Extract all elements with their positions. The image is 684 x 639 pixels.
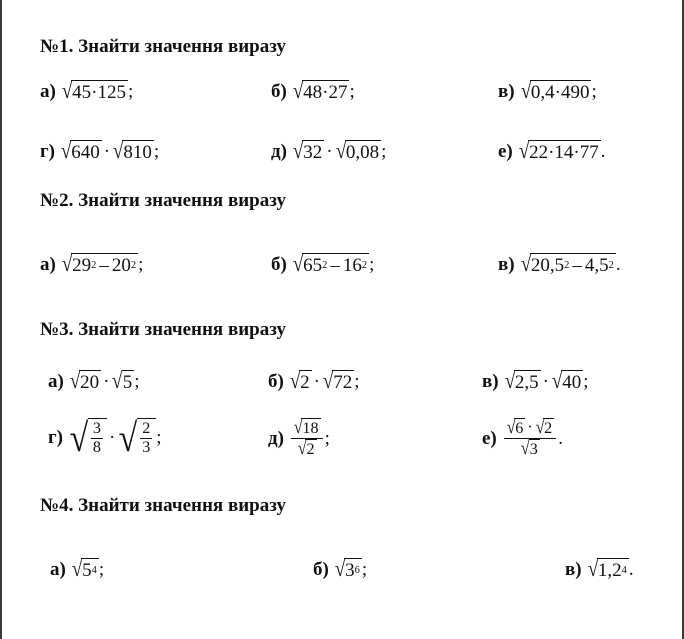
radical-sign: √ — [69, 368, 81, 393]
radical — [61, 253, 138, 277]
radical — [506, 418, 526, 438]
fraction — [140, 420, 152, 457]
task-1v — [498, 80, 597, 104]
punctuation: ; — [349, 81, 355, 102]
punctuation: ; — [127, 81, 134, 102]
punctuation: ; — [583, 371, 589, 392]
base: 5 — [82, 560, 92, 581]
minus-sign: – — [572, 255, 582, 276]
punctuation: . — [628, 559, 634, 580]
radicand: 3 — [529, 441, 538, 458]
radical-sign: √ — [60, 138, 72, 163]
fraction — [91, 420, 103, 457]
radicand: 18 — [302, 420, 319, 437]
radicand: 2 — [300, 372, 310, 393]
task-4a — [50, 558, 104, 582]
radicand: 2,5 — [514, 372, 539, 393]
radical-sign: √ — [293, 417, 303, 438]
radicand: 20 — [80, 372, 100, 393]
task-label: е) — [482, 427, 497, 449]
radical-sign: √ — [297, 438, 307, 459]
punctuation: . — [615, 254, 621, 275]
radical — [69, 370, 101, 394]
task-label: а) — [50, 559, 66, 580]
task-1g — [40, 140, 159, 164]
radicand: 40 — [562, 372, 582, 393]
task-label: а) — [40, 254, 56, 275]
radical — [292, 140, 324, 164]
task-label: г) — [40, 141, 55, 162]
radicand: 810 — [123, 142, 152, 163]
multiply-dot: · — [313, 371, 320, 392]
numerator: 3 — [92, 420, 101, 438]
task-1b — [271, 80, 355, 104]
denominator — [518, 439, 542, 459]
radicand: 2 — [544, 420, 553, 437]
base: 16 — [342, 255, 362, 276]
base: 3 — [345, 560, 355, 581]
task-label: а) — [40, 81, 56, 102]
radical — [518, 140, 601, 164]
punctuation: ; — [156, 426, 162, 448]
base: 65 — [303, 255, 323, 276]
radicand: 29 2 – 20 2 — [72, 255, 137, 276]
radical-sign: √ — [69, 415, 89, 460]
base: 20,5 — [530, 255, 565, 276]
numerator: 2 — [142, 420, 151, 438]
multiply-dot: · — [527, 419, 533, 436]
radical-sign: √ — [334, 556, 346, 581]
radical-sign: √ — [521, 438, 530, 459]
radical — [117, 415, 156, 460]
radicand: 1,2 4 — [597, 560, 627, 581]
task-label: в) — [482, 371, 499, 392]
radical-sign: √ — [504, 368, 515, 393]
radical — [60, 140, 102, 164]
radical-sign: √ — [71, 556, 83, 581]
punctuation: ; — [324, 427, 330, 449]
radical — [520, 80, 592, 104]
radicand: 2 — [306, 441, 315, 458]
task-label: б) — [271, 254, 287, 275]
fraction — [291, 418, 323, 459]
base: 20 — [111, 255, 131, 276]
task-label: в) — [498, 81, 515, 102]
task-3e — [482, 418, 563, 459]
base: 4,5 — [584, 255, 609, 276]
task-3d — [268, 418, 330, 459]
radicand: 65 2 – 16 2 — [303, 255, 368, 276]
radicand: 0,4·490 — [530, 82, 590, 103]
radical — [322, 370, 354, 394]
radicand: 20,5 2 – 4,5 2 — [530, 255, 614, 276]
task-2a — [40, 253, 143, 277]
radical — [292, 80, 350, 104]
section-3-heading: №3. Знайти значення виразу — [40, 319, 286, 340]
radicand: 3 6 — [345, 560, 360, 581]
radical-sign: √ — [292, 78, 304, 103]
radicand: 0,08 — [345, 142, 380, 163]
radical-sign: √ — [113, 138, 124, 163]
base: 1,2 — [597, 560, 622, 581]
punctuation: ; — [354, 371, 360, 392]
task-label: в) — [565, 559, 582, 580]
radical-sign: √ — [289, 368, 301, 393]
task-2b — [271, 253, 374, 277]
task-3v — [482, 370, 589, 394]
radical — [297, 439, 317, 459]
radicand: 640 — [71, 142, 100, 163]
radical — [111, 370, 134, 394]
denominator — [295, 439, 319, 459]
radical-sign: √ — [518, 138, 530, 163]
multiply-dot: · — [326, 141, 333, 162]
radical-sign: √ — [322, 368, 334, 393]
radicand: 5 4 — [82, 560, 97, 581]
radicand: 72 — [333, 372, 353, 393]
section-4-heading: №4. Знайти значення виразу — [40, 495, 286, 516]
punctuation: ; — [361, 559, 368, 580]
task-label: д) — [271, 141, 287, 162]
punctuation: . — [558, 427, 563, 449]
radical — [293, 418, 321, 438]
task-4v — [565, 558, 634, 582]
task-3a — [48, 370, 140, 394]
radicand: 32 — [303, 142, 323, 163]
radical — [112, 140, 154, 164]
punctuation: ; — [381, 141, 387, 162]
radicand: 48·27 — [303, 82, 348, 103]
radical — [504, 370, 541, 394]
radicand: 6 — [515, 420, 524, 437]
radical — [535, 418, 555, 438]
punctuation: ; — [98, 559, 105, 580]
radical-sign: √ — [535, 417, 545, 438]
task-1d — [271, 140, 386, 164]
punctuation: ; — [153, 141, 160, 162]
task-3b — [268, 370, 360, 394]
radical-sign: √ — [587, 556, 598, 581]
punctuation: . — [600, 141, 606, 162]
punctuation: ; — [134, 371, 140, 392]
radical — [292, 253, 369, 277]
radical — [551, 370, 583, 394]
task-3g — [48, 415, 162, 460]
task-label: б) — [271, 81, 287, 102]
radicand — [137, 418, 156, 458]
punctuation: ; — [591, 81, 597, 102]
radical — [71, 558, 99, 582]
minus-sign: – — [99, 255, 109, 276]
radical-sign: √ — [61, 78, 73, 103]
multiply-dot: · — [108, 426, 116, 448]
radicand: 45·125 — [72, 82, 126, 103]
task-2v — [498, 253, 621, 277]
task-label: б) — [268, 371, 284, 392]
radical-sign: √ — [506, 417, 516, 438]
radical-sign: √ — [112, 368, 123, 393]
multiply-dot: · — [542, 371, 549, 392]
task-label: в) — [498, 254, 515, 275]
radical — [61, 80, 128, 104]
radical — [587, 558, 629, 582]
task-label: е) — [498, 141, 513, 162]
radical — [520, 253, 616, 277]
task-4b — [313, 558, 367, 582]
radical — [289, 370, 312, 394]
radical-sign: √ — [335, 138, 346, 163]
task-1a — [40, 80, 133, 104]
punctuation: ; — [369, 254, 375, 275]
numerator — [504, 418, 556, 439]
numerator — [291, 418, 323, 439]
radicand — [88, 418, 107, 458]
radical-sign: √ — [551, 368, 563, 393]
radical — [334, 558, 362, 582]
radical-sign: √ — [520, 251, 531, 276]
multiply-dot: · — [103, 141, 111, 162]
fraction — [504, 418, 556, 459]
section-2-heading: №2. Знайти значення виразу — [40, 190, 286, 211]
task-1e — [498, 140, 605, 164]
radicand: 22·14·77 — [529, 142, 599, 163]
page-border-left — [0, 0, 2, 639]
radical-sign: √ — [118, 415, 138, 460]
radical-sign: √ — [61, 251, 73, 276]
radical-sign: √ — [520, 78, 531, 103]
denominator: 8 — [92, 439, 101, 457]
radical — [520, 439, 540, 459]
radical-sign: √ — [292, 251, 304, 276]
task-label: б) — [313, 559, 329, 580]
section-1-heading: №1. Знайти значення виразу — [40, 36, 286, 57]
task-label: д) — [268, 427, 284, 449]
multiply-dot: · — [103, 371, 110, 392]
radicand: 5 — [122, 372, 133, 393]
base: 29 — [72, 255, 92, 276]
radical — [335, 140, 382, 164]
denominator: 3 — [142, 439, 151, 457]
minus-sign: – — [330, 255, 340, 276]
radical — [68, 415, 107, 460]
task-label: а) — [48, 371, 64, 392]
punctuation: ; — [138, 254, 144, 275]
task-label: г) — [48, 426, 63, 448]
radical-sign: √ — [292, 138, 304, 163]
